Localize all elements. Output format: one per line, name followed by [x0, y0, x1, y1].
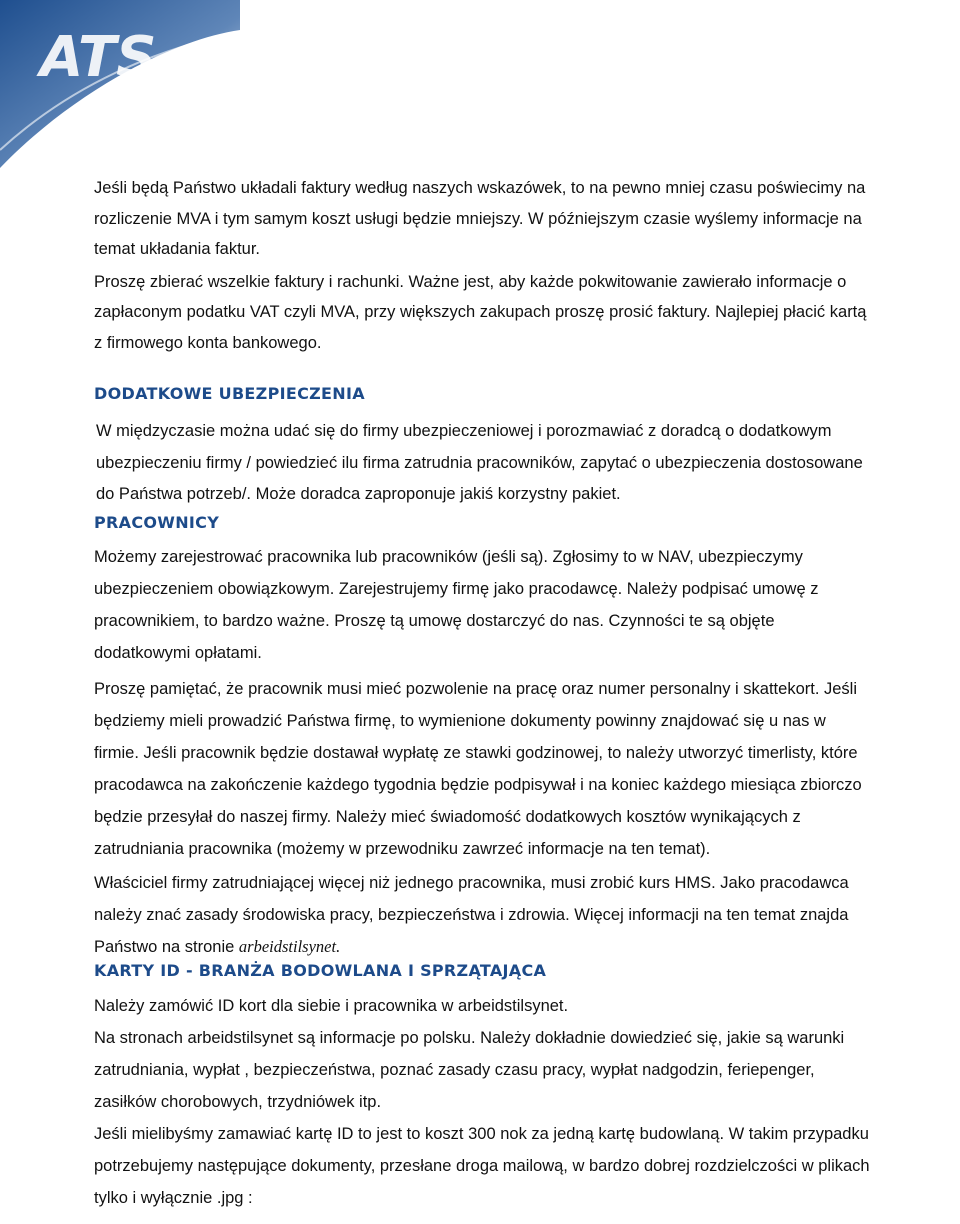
section-heading-karty-id: KARTY ID - BRANŻA BODOWLANA I SPRZĄTAJĄCA	[94, 960, 547, 980]
insurance-paragraph: W międzyczasie można udać się do firmy ubezpieczeniowej i porozmawiać z doradcą o dodatkowym ubezpieczeniu firmy / powiedzieć ilu firma zatrudnia pracowników, zapytać o ubezpieczenia dostosowane do Państwa potrzeb/. Może doradca zaproponuje jakiś korzystny pakiet.	[96, 422, 863, 503]
intro-paragraph-2: Proszę zbierać wszelkie faktury i rachunki. Ważne jest, aby każde pokwitowanie zawierało informacje o zapłaconym podatku VAT czyli MVA, przy większych zakupach proszę prosić faktury. Najlepiej płacić kartą z firmowego konta bankowego.	[94, 272, 867, 352]
section-heading-dodatkowe: DODATKOWE UBEZPIECZENIA	[94, 384, 365, 403]
intro-paragraph-1: Jeśli będą Państwo układali faktury według naszych wskazówek, to na pewno mniej czasu poświecimy na rozliczenie MVA i tym samym koszt usługi będzie mniejszy. W późniejszym czasie wyślemy informacje na temat układania faktur.	[94, 179, 866, 258]
section-heading-pracownicy: PRACOWNICY	[94, 512, 220, 532]
ats-logo-banner	[0, 0, 240, 170]
employees-paragraph-1: Możemy zarejestrować pracownika lub pracowników (jeśli są). Zgłosimy to w NAV, ubezpieczymy ubezpieczeniem obowiązkowym. Zarejestrujemy firmę jako pracodawcę. Należy podpisać umowę z pracownikiem, to bardzo ważne. Proszę tą umowę dostarczyć do nas. Czynności te są objęte dodatkowymi opłatami.	[94, 547, 819, 662]
id-card-paragraph-3: Jeśli mielibyśmy zamawiać kartę ID to jest to koszt 300 nok za jedną kartę budowlaną. W takim przypadku potrzebujemy następujące dokumenty, przesłane droga mailową, w bardzo dobrej rozdzielczości w plikach tylko i wyłącznie .jpg :	[94, 1124, 870, 1207]
employees-paragraph-3	[94, 867, 874, 963]
arbeidstilsynet-reference: arbeidstilsynet.	[238, 936, 341, 956]
id-card-paragraph-2: Na stronach arbeidstilsynet są informacje po polsku. Należy dokładnie dowiedzieć się, jakie są warunki zatrudniania, wypłat , bezpieczeństwa, poznać zasady czasu pracy, wypłat nadgodzin, feriepenger, zasiłków chorobowych, trzydniówek itp.	[94, 1028, 845, 1111]
document-body	[94, 170, 874, 1214]
employees-paragraph-3-text: Właściciel firmy zatrudniającej więcej niż jednego pracownika, musi zrobić kurs HMS. Jako pracodawca należy znać zasady środowiska pracy, bezpieczeństwa i zdrowia. Więcej informacji na ten temat znajda Państwo na stronie	[94, 873, 849, 956]
employees-paragraph-2: Proszę pamiętać, że pracownik musi mieć pozwolenie na pracę oraz numer personalny i skattekort. Jeśli będziemy mieli prowadzić Państwa firmę, to wymienione dokumenty powinny znajdować się u nas w firmie. Jeśli pracownik będzie dostawał wypłatę ze stawki godzinowej, to należy utworzyć timerlisty, które pracodawca na zakończenie każdego tygodnia będzie podpisywał i na koniec każdego miesiąca zbiorczo będzie przesyłał do naszej firmy. Należy mieć świadomość dodatkowych kosztów wynikających z zatrudniania pracownika (możemy w przewodniku zawrzeć informacje na ten temat).	[94, 679, 862, 858]
id-card-paragraph-1: Należy zamówić ID kort dla siebie i pracownika w arbeidstilsynet.	[94, 996, 569, 1015]
logo-text: ATS	[40, 25, 157, 90]
